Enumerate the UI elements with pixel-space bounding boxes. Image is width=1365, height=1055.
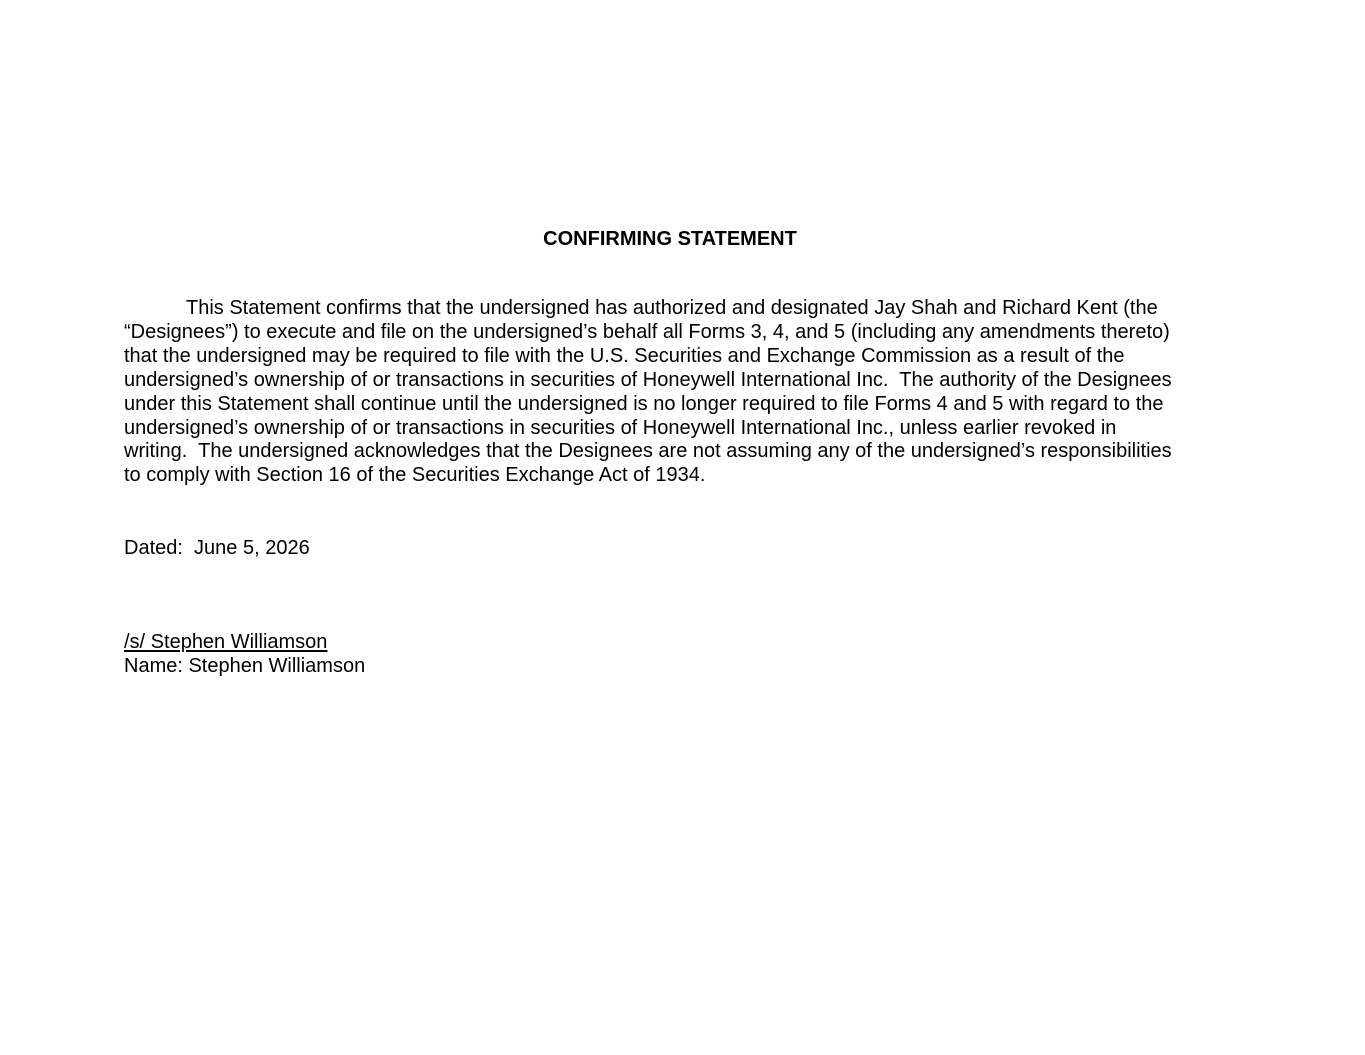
- paragraph-line: that the undersigned may be required to file with the U.S. Securities and Exchange Commission as a result of the: [124, 344, 1125, 367]
- paragraph-line: under this Statement shall continue until the undersigned is no longer required to file Forms 4 and 5 with regard to the: [124, 392, 1164, 415]
- paragraph-line: This Statement confirms that the undersigned has authorized and designated Jay Shah and Richard Kent (the: [186, 297, 1158, 319]
- statement-paragraph: [124, 297, 1212, 488]
- paragraph-line: undersigned’s ownership of or transactions in securities of Honeywell International Inc., unless earlier revoked in: [124, 416, 1117, 439]
- paragraph-line: to comply with Section 16 of the Securities Exchange Act of 1934.: [124, 464, 706, 487]
- document-title: CONFIRMING STATEMENT: [543, 228, 797, 250]
- paragraph-line: “Designees”) to execute and file on the undersigned’s behalf all Forms 3, 4, and 5 (including any amendments thereto): [124, 320, 1170, 343]
- paragraph-line: writing. The undersigned acknowledges that the Designees are not assuming any of the undersigned’s responsibilities: [124, 440, 1172, 463]
- signature-block: [124, 630, 365, 678]
- dated-line: Dated: June 5, 2026: [124, 537, 310, 559]
- signer-name: Name: Stephen Williamson: [124, 655, 366, 677]
- paragraph-line: undersigned’s ownership of or transactions in securities of Honeywell International Inc. The authority of the Designees: [124, 368, 1172, 391]
- signature-line: /s/ Stephen Williamson: [124, 631, 328, 653]
